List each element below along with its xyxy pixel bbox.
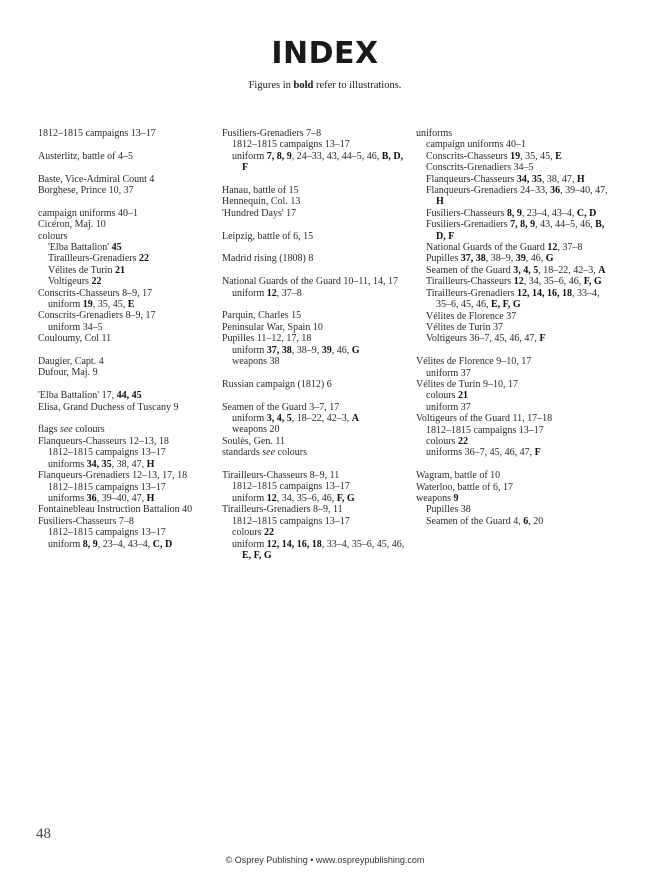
index-subentry: Flanqueurs-Grenadiers 24–33, 36, 39–40, 47, H: [426, 185, 608, 208]
index-entry: Fusiliers-Chasseurs 7–8: [38, 515, 134, 527]
index-entry: Vélites de Turin 9–10, 17: [416, 378, 518, 390]
index-entry: Seamen of the Guard 3–7, 17: [222, 401, 340, 413]
index-entry: Conscrits-Chasseurs 8–9, 17: [38, 287, 153, 299]
index-subentry: Tirailleurs-Grenadiers 12, 14, 16, 18, 33–4, 35–6, 45, 46, E, F, G: [426, 287, 600, 311]
index-column-3: [416, 128, 616, 527]
index-subentry: Tirailleurs-Chasseurs 12, 34, 35–6, 46, F, G: [426, 276, 602, 288]
index-entry: uniforms: [416, 128, 453, 139]
index-entry: 1812–1815 campaigns 13–17: [38, 128, 156, 139]
index-entry: colours: [38, 230, 68, 242]
index-subentry: uniform 37: [426, 367, 471, 379]
entry-spacer: [38, 345, 216, 356]
index-entry: Hanau, battle of 15: [222, 185, 299, 197]
index-subentry: uniform 3, 4, 5, 18–22, 42–3, A: [232, 413, 359, 425]
index-subentry: weapons 38: [232, 356, 280, 368]
index-entry: Couloumy, Col 11: [38, 333, 112, 345]
index-subentry: uniforms 34, 35, 38, 47, H: [48, 458, 155, 470]
index-subentry: National Guards of the Guard 12, 37–8: [426, 242, 583, 254]
index-subentry: uniforms 36, 39–40, 47, H: [48, 492, 155, 504]
index-entry: Baste, Vice-Admiral Count 4: [38, 173, 155, 185]
index-subentry: Vélites de Florence 37: [426, 310, 517, 322]
entry-spacer: [38, 139, 216, 150]
entry-spacer: [38, 196, 216, 207]
entry-spacer: [38, 413, 216, 424]
index-entry: Borghese, Prince 10, 37: [38, 185, 134, 196]
index-subentry: uniforms 36–7, 45, 46, 47, F: [426, 447, 541, 459]
index-entry: Elisa, Grand Duchess of Tuscany 9: [38, 401, 179, 413]
index-subentry: weapons 20: [232, 424, 280, 436]
index-subentry: uniform 37: [426, 401, 471, 413]
page-subtitle: Figures in bold refer to illustrations.: [248, 80, 402, 91]
index-entry: 'Hundred Days' 17: [222, 207, 297, 219]
page-title: INDEX: [271, 36, 379, 71]
index-subentry: colours 21: [426, 390, 468, 402]
index-subentry: uniform 34–5: [48, 321, 103, 333]
entry-spacer: [416, 459, 616, 470]
index-subentry: Fusiliers-Grenadiers 7, 8, 9, 43, 44–5, 46, B, D, F: [426, 219, 605, 242]
index-entry: Soulès, Gen. 11: [222, 435, 285, 447]
index-subentry: uniform 12, 14, 16, 18, 33–4, 35–6, 45, 46, E, F, G: [232, 538, 405, 561]
index-subentry: Vélites de Turin 21: [48, 264, 125, 276]
index-entry: Vélites de Florence 9–10, 17: [416, 356, 532, 368]
index-entry: standards see colours: [222, 447, 308, 459]
index-entry: campaign uniforms 40–1: [38, 207, 138, 219]
index-entry: Fontainebleau Instruction Battalion 40: [38, 504, 193, 516]
index-subentry: Seamen of the Guard 3, 4, 5, 18–22, 42–3, A: [426, 264, 606, 276]
index-entry: Waterloo, battle of 6, 17: [416, 481, 513, 493]
entry-spacer: [38, 162, 216, 173]
index-subentry: Pupilles 38: [426, 504, 471, 516]
entry-spacer: [38, 379, 216, 390]
index-entry: Hennequin, Col. 13: [222, 196, 301, 208]
index-subentry: colours 22: [232, 527, 274, 539]
index-column-1: [38, 128, 216, 550]
index-subentry: 1812–1815 campaigns 13–17: [232, 481, 350, 493]
index-subentry: Voltigeurs 36–7, 45, 46, 47, F: [426, 333, 546, 345]
index-entry: National Guards of the Guard 10–11, 14, 17: [222, 276, 398, 288]
index-entry: Conscrits-Grenadiers 8–9, 17: [38, 310, 156, 322]
index-entry: Parquin, Charles 15: [222, 310, 302, 322]
index-subentry: Conscrits-Grenadiers 34–5: [426, 162, 534, 174]
entry-spacer: [222, 459, 406, 470]
index-entry: Tirailleurs-Chasseurs 8–9, 11: [222, 470, 340, 482]
index-entry: Peninsular War, Spain 10: [222, 321, 323, 333]
entry-spacer: [222, 242, 406, 253]
index-subentry: 1812–1815 campaigns 13–17: [48, 481, 166, 493]
index-entry: flags see colours: [38, 424, 105, 436]
index-entry: weapons 9: [416, 492, 459, 504]
entry-spacer: [222, 219, 406, 230]
index-subentry: Fusiliers-Chasseurs 8, 9, 23–4, 43–4, C, D: [426, 207, 597, 219]
index-subentry: 1812–1815 campaigns 13–17: [232, 515, 350, 527]
index-entry: Dufour, Maj. 9: [38, 367, 98, 379]
entry-spacer: [222, 367, 406, 378]
index-entry: Pupilles 11–12, 17, 18: [222, 333, 312, 345]
index-subentry: 1812–1815 campaigns 13–17: [48, 447, 166, 459]
index-subentry: colours 22: [426, 435, 468, 447]
index-entry: Flanqueurs-Grenadiers 12–13, 17, 18: [38, 470, 188, 482]
index-subentry: 1812–1815 campaigns 13–17: [426, 424, 544, 436]
entry-spacer: [222, 265, 406, 276]
index-entry: Austerlitz, battle of 4–5: [38, 150, 133, 162]
index-subentry: Seamen of the Guard 4, 6, 20: [426, 515, 544, 527]
index-entry: Russian campaign (1812) 6: [222, 378, 332, 390]
index-subentry: 1812–1815 campaigns 13–17: [48, 527, 166, 539]
entry-spacer: [222, 299, 406, 310]
index-entry: Wagram, battle of 10: [416, 470, 501, 482]
index-subentry: Tirailleurs-Grenadiers 22: [48, 253, 149, 265]
page-number: 48: [36, 826, 51, 842]
entry-spacer: [222, 174, 406, 185]
index-subentry: Flanqueurs-Chasseurs 34, 35, 38, 47, H: [426, 173, 585, 185]
index-subentry: uniform 7, 8, 9, 24–33, 43, 44–5, 46, B, D, F: [232, 150, 404, 174]
index-entry: Madrid rising (1808) 8: [222, 253, 314, 265]
index-subentry: Pupilles 37, 38, 38–9, 39, 46, G: [426, 253, 554, 265]
index-entry: 'Elba Battalion' 17, 44, 45: [38, 390, 142, 402]
index-subentry: Conscrits-Chasseurs 19, 35, 45, E: [426, 150, 562, 162]
index-subentry: uniform 8, 9, 23–4, 43–4, C, D: [48, 538, 173, 550]
index-subentry: uniform 12, 37–8: [232, 287, 302, 299]
index-entry: Flanqueurs-Chasseurs 12–13, 18: [38, 435, 169, 447]
index-entry: Cicéron, Maj. 10: [38, 219, 106, 231]
index-column-2: [222, 128, 406, 561]
index-subentry: Vélites de Turin 37: [426, 321, 503, 333]
index-entry: Fusiliers-Grenadiers 7–8: [222, 128, 322, 139]
index-entry: Daugier, Capt. 4: [38, 356, 104, 368]
index-entry: Voltigeurs of the Guard 11, 17–18: [416, 413, 553, 425]
index-entry: Tirailleurs-Grenadiers 8–9, 11: [222, 504, 343, 516]
index-entry: Leipzig, battle of 6, 15: [222, 230, 314, 242]
index-subentry: uniform 12, 34, 35–6, 46, F, G: [232, 492, 355, 504]
index-subentry: Voltigeurs 22: [48, 276, 102, 288]
index-subentry: 1812–1815 campaigns 13–17: [232, 139, 350, 151]
index-subentry: campaign uniforms 40–1: [426, 139, 526, 151]
footer-credit: © Osprey Publishing • www.ospreypublishing.com: [225, 855, 425, 865]
index-subentry: uniform 19, 35, 45, E: [48, 299, 135, 311]
index-subentry: 'Elba Battalion' 45: [48, 242, 122, 254]
entry-spacer: [222, 390, 406, 401]
index-subentry: uniform 37, 38, 38–9, 39, 46, G: [232, 344, 360, 356]
entry-spacer: [416, 345, 616, 356]
